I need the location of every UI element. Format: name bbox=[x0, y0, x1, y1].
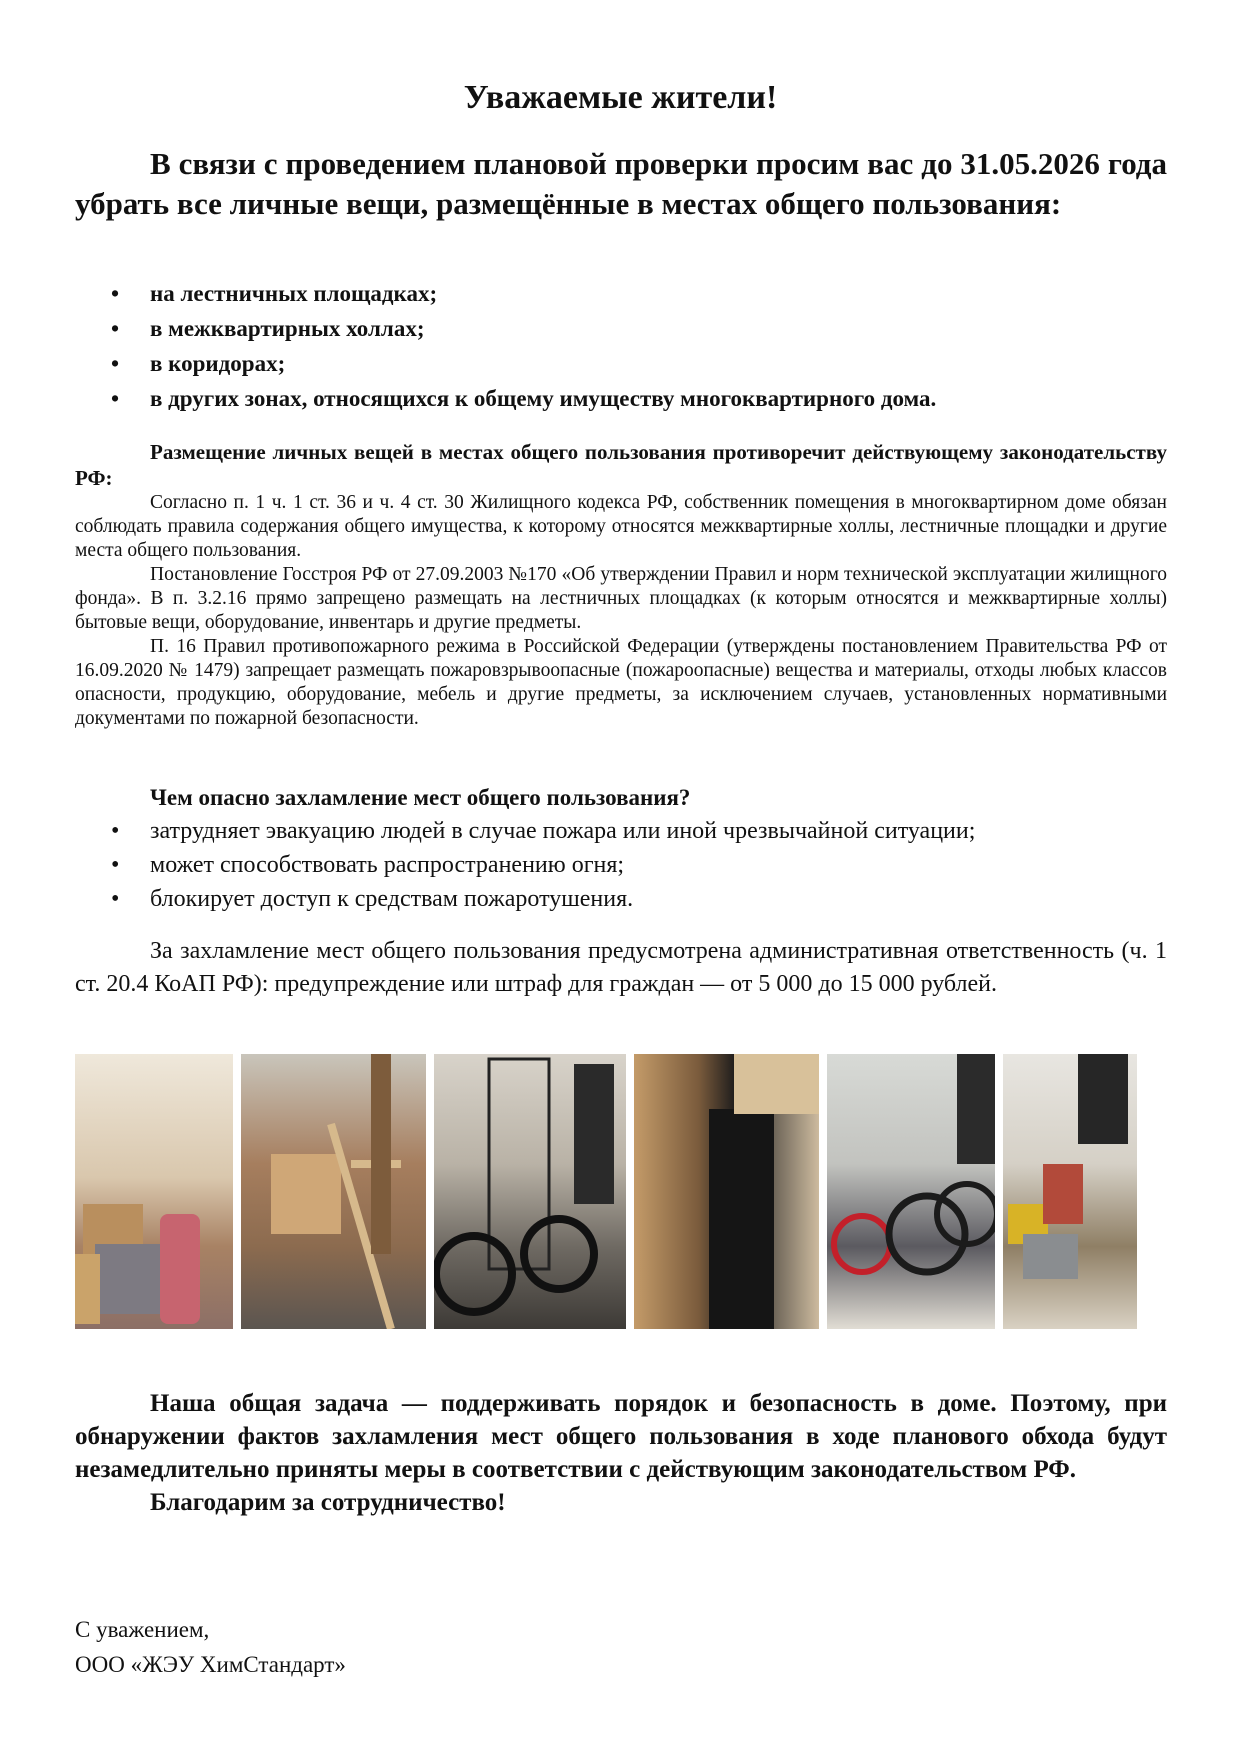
list-item: • в других зонах, относящихся к общему имуществу многоквартирного дома. bbox=[75, 381, 1175, 416]
list-item: • в коридорах; bbox=[75, 346, 1175, 381]
signature-block bbox=[75, 1612, 775, 1682]
fine-text: За захламление мест общего пользования предусмотрена административная ответственность (ч. 1 ст. 20.4 КоАП РФ): предупреждение или штраф для граждан — от 5 000 до 15 000 рублей. bbox=[75, 938, 1167, 997]
list-item: • на лестничных площадках; bbox=[75, 276, 1175, 311]
intro-paragraph bbox=[75, 144, 1167, 224]
list-item: • может способствовать распространению огня; bbox=[75, 848, 1175, 882]
regards-text: С уважением, bbox=[75, 1617, 210, 1642]
organization-name: ООО «ЖЭУ ХимСтандарт» bbox=[75, 1652, 346, 1677]
photo-hallway-boxes bbox=[75, 1054, 233, 1329]
photo-bicycles-rack bbox=[434, 1054, 626, 1329]
closing-section bbox=[75, 1387, 1167, 1519]
intro-text: В связи с проведением плановой проверки просим вас до 31.05.2026 года убрать все личные вещи, размещённые в местах общего пользования: bbox=[75, 146, 1167, 221]
law-section bbox=[75, 439, 1167, 731]
closing-text: Наша общая задача — поддерживать порядок и безопасность в доме. Поэтому, при обнаружении фактов захламления мест общего пользования в ходе планового обхода будут незамедлительно приняты меры в соответствии с действующим законодательством РФ. bbox=[75, 1390, 1167, 1483]
list-item: • блокирует доступ к средствам пожаротушения. bbox=[75, 882, 1175, 916]
page-title: Уважаемые жители! bbox=[463, 79, 778, 116]
danger-question: Чем опасно захламление мест общего пользования? bbox=[150, 785, 691, 810]
law-lead: Размещение личных вещей в местах общего пользования противоречит действующему законодательству РФ: bbox=[75, 440, 1167, 490]
law-item-gosstroy: Постановление Госстроя РФ от 27.09.2003 №170 «Об утверждении Правил и норм технической эксплуатации жилищного фонда». В п. 3.2.16 прямо запрещено размещать на лестничных площадках (к которым относятся и межквартирные холлы) бытовые вещи, оборудование, инвентарь и другие предметы. bbox=[75, 564, 1167, 633]
places-list bbox=[75, 276, 1175, 416]
photo-corridor-items bbox=[1003, 1054, 1137, 1329]
law-item-housing-code: Согласно п. 1 ч. 1 ст. 36 и ч. 4 ст. 30 Жилищного кодекса РФ, собственник помещения в многоквартирном доме обязан соблюдать правила содержания общего имущества, к которому относятся межквартирные холлы, лестничные площадки и другие места общего пользования. bbox=[75, 492, 1167, 561]
photo-stored-panels bbox=[634, 1054, 819, 1329]
photo-stored-furniture bbox=[241, 1054, 426, 1329]
thanks-text: Благодарим за сотрудничество! bbox=[150, 1489, 506, 1516]
list-item: • в межквартирных холлах; bbox=[75, 311, 1175, 346]
fine-paragraph bbox=[75, 935, 1167, 1001]
list-item: • затрудняет эвакуацию людей в случае пожара или иной чрезвычайной ситуации; bbox=[75, 814, 1175, 848]
danger-list bbox=[75, 814, 1175, 916]
law-item-fire-rules: П. 16 Правил противопожарного режима в Российской Федерации (утверждены постановлением Правительства РФ от 16.09.2020 № 1479) запрещает размещать пожаровзрывоопасные (пожароопасные) вещества и материалы, отходы любых классов опасности, продукцию, оборудование, мебель и другие предметы, за исключением случаев, установленных нормативными документами по пожарной безопасности. bbox=[75, 636, 1167, 729]
photo-bicycles-corridor bbox=[827, 1054, 995, 1329]
